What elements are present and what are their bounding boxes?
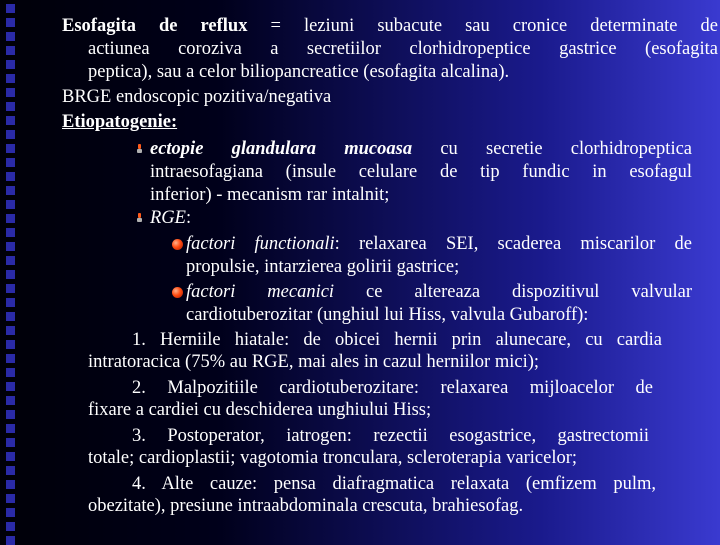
strip-square xyxy=(6,60,15,69)
strip-square xyxy=(6,508,15,517)
strip-square xyxy=(6,480,15,489)
strip-square xyxy=(6,410,15,419)
strip-square xyxy=(6,270,15,279)
strip-square xyxy=(6,214,15,223)
etiopatogenie-heading: Etiopatogenie: xyxy=(62,112,178,132)
numbered-item-4-line-2: obezitate), presiune intraabdominala crescuta, brahiesofag. xyxy=(88,496,524,516)
numbered-item-2-line-1: 2. Malpozitiile cardiotuberozitare: relaxarea mijloacelor de xyxy=(132,378,653,398)
definition-text: = leziuni subacute sau cronice determinate de xyxy=(247,16,718,36)
bullet-2-line xyxy=(150,207,191,229)
strip-square xyxy=(6,522,15,531)
bullet-1-line-1 xyxy=(150,138,692,160)
sub-bullet-1-line-2: propulsie, intarzierea golirii gastrice; xyxy=(186,257,460,277)
strip-square xyxy=(6,172,15,181)
strip-square xyxy=(6,466,15,475)
strip-square xyxy=(6,326,15,335)
strip-square xyxy=(6,536,15,545)
strip-square xyxy=(6,74,15,83)
bullet-2-term: RGE xyxy=(150,208,186,228)
definition-line-3: peptica), sau a celor biliopancreatice (esofagita alcalina). xyxy=(88,62,510,82)
strip-square xyxy=(6,312,15,321)
strip-square xyxy=(6,242,15,251)
strip-square xyxy=(6,256,15,265)
numbered-item-1-line-1: 1. Herniile hiatale: de obicei hernii prin alunecare, cu cardia xyxy=(132,330,662,350)
numbered-item-1-line-2: intratoracica (75% au RGE, mai ales in cazul herniilor mici); xyxy=(88,352,540,372)
strip-square xyxy=(6,354,15,363)
strip-square xyxy=(6,340,15,349)
strip-square xyxy=(6,438,15,447)
bullet-2-text: : xyxy=(185,208,192,228)
strip-square xyxy=(6,368,15,377)
strip-square xyxy=(6,452,15,461)
strip-square xyxy=(6,32,15,41)
strip-square xyxy=(6,424,15,433)
strip-square xyxy=(6,284,15,293)
sub-bullet-1-text: : relaxarea SEI, scaderea miscarilor de xyxy=(334,234,692,254)
strip-square xyxy=(6,102,15,111)
bullet-icon xyxy=(137,144,142,154)
sub-bullet-1-term: factori functionali xyxy=(186,234,335,254)
strip-square xyxy=(6,186,15,195)
sub-bullet-2-line-1 xyxy=(186,281,692,303)
strip-square xyxy=(6,46,15,55)
bullet-1-term: ectopie glandulara mucoasa xyxy=(150,139,413,159)
numbered-item-3-line-1: 3. Postoperator, iatrogen: rezectii esogastrice, gastrectomii xyxy=(132,426,649,446)
strip-square xyxy=(6,130,15,139)
sub-bullet-2-text: ce altereaza dispozitivul valvular xyxy=(334,282,692,302)
strip-square xyxy=(6,4,15,13)
sub-bullet-1-line-1 xyxy=(186,233,692,255)
definition-line-1 xyxy=(62,15,718,37)
sub-bullet-icon xyxy=(172,287,183,298)
strip-square xyxy=(6,396,15,405)
strip-square xyxy=(6,228,15,237)
definition-line-2: actiunea coroziva a secretiilor clorhidropeptice gastrice (esofagita xyxy=(88,39,718,59)
strip-square xyxy=(6,116,15,125)
strip-square xyxy=(6,298,15,307)
strip-square xyxy=(6,144,15,153)
sub-bullet-2-term: factori mecanici xyxy=(186,282,335,302)
bullet-1-text: cu secretie clorhidropeptica xyxy=(412,139,693,159)
sub-bullet-2-line-2: cardiotuberozitar (unghiul lui Hiss, valvula Gubaroff): xyxy=(186,305,589,325)
strip-square xyxy=(6,88,15,97)
strip-square xyxy=(6,18,15,27)
strip-square xyxy=(6,200,15,209)
bullet-icon xyxy=(137,213,142,223)
numbered-item-2-line-2: fixare a cardiei cu deschiderea unghiului Hiss; xyxy=(88,400,432,420)
bullet-1-line-2: intraesofagiana (insule celulare de tip fundic in esofagul xyxy=(150,162,692,182)
bullet-1-line-3: inferior) - mecanism rar intalnit; xyxy=(150,185,390,205)
numbered-item-4-line-1: 4. Alte cauze: pensa diafragmatica relaxata (emfizem pulm, xyxy=(132,474,656,494)
strip-square xyxy=(6,382,15,391)
numbered-item-3-line-2: totale; cardioplastii; vagotomia tronculara, scleroterapia varicelor; xyxy=(88,448,578,468)
strip-square xyxy=(6,158,15,167)
brge-line: BRGE endoscopic pozitiva/negativa xyxy=(62,87,332,107)
sub-bullet-icon xyxy=(172,239,183,250)
definition-term: Esofagita de reflux xyxy=(62,16,248,36)
strip-square xyxy=(6,494,15,503)
